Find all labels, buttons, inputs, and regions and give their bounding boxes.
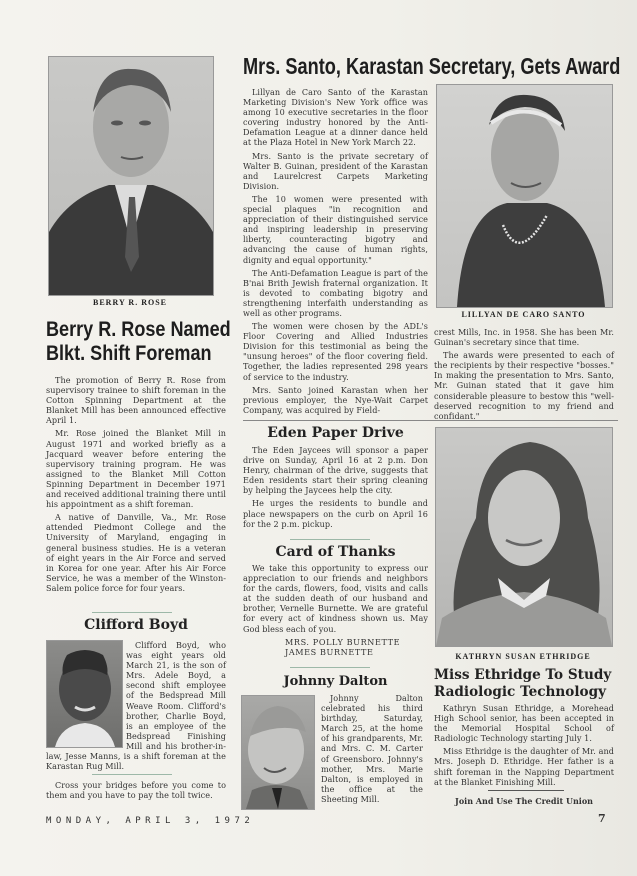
santo-paragraph: crest Mills, Inc. in 1958. She has been Mr. Guinan's secretary since that time. <box>434 327 614 348</box>
berry-rose-photo-caption: BERRY R. ROSE <box>93 298 167 307</box>
berry-rose-photo <box>48 56 214 296</box>
portrait-silhouette-icon <box>49 57 213 295</box>
ethridge-article-body <box>434 703 614 790</box>
ethridge-headline-line-2: Radiologic Technology <box>434 684 607 700</box>
kathryn-ethridge-photo-caption: KATHRYN SUSAN ETHRIDGE <box>455 652 591 661</box>
section-divider <box>92 774 172 775</box>
credit-union-filler: Join And Use The Credit Union <box>455 796 593 806</box>
eden-headline: Eden Paper Drive <box>267 425 404 441</box>
footer-date: MONDAY, APRIL 3, 1972 <box>46 816 255 826</box>
santo-paragraph: Lillyan de Caro Santo of the Karastan Marketing Division's New York office was among 10 executive secretaries in the floor covering industry honored by the Anti-Defamation League at a dinner dance held at the Plaza Hotel in New York March 22. <box>243 87 428 148</box>
ethridge-headline <box>434 667 616 701</box>
ethridge-paragraph: Miss Ethridge is the daughter of Mr. and Mrs. Joseph D. Ethridge. Her father is a shift foreman in the Napping Department at the Blanket Finishing Mill. <box>434 746 614 787</box>
portrait-silhouette-icon <box>437 85 612 307</box>
filler-quote <box>46 780 226 803</box>
eden-paragraph: He urges the residents to bundle and place newspapers on the curb on April 16 for the 2 p.m. pickup. <box>243 498 428 529</box>
ethridge-paragraph: Kathryn Susan Ethridge, a Morehead High School senior, has been accepted in the Memorial Hospital School of Radiologic Technology starting July 1. <box>434 703 614 744</box>
rose-article-body <box>46 375 226 596</box>
section-divider <box>290 667 370 668</box>
santo-paragraph: The awards were presented to each of the recipients by their respective "bosses." In making the presentation to Mrs. Santo, Mr. Guinan stated that it gave him considerable pleasure to bestow this "well-deserved recognition to my friend and confidant." <box>434 350 614 421</box>
kathryn-ethridge-photo <box>435 427 613 647</box>
portrait-silhouette-icon <box>436 428 612 646</box>
santo-headline: Mrs. Santo, Karastan Secretary, Gets Award <box>243 53 621 79</box>
thanks-signature-2: JAMES BURNETTE <box>285 646 374 657</box>
santo-paragraph: Mrs. Santo joined Karastan when her previous employer, the Nye-Wait Carpet Company, was acquired by Field- <box>243 384 428 415</box>
santo-article-continued <box>434 327 614 424</box>
boyd-article-body <box>46 640 226 771</box>
santo-paragraph: The Anti-Defamation League is part of the B'nai Brith Jewish fraternal organization. It is devoted to combating bigotry and strengthening interfaith understanding as well as other programs. <box>243 267 428 318</box>
ethridge-headline-line-1: Miss Ethridge To Study <box>434 667 612 683</box>
santo-paragraph: The 10 women were presented with special plaques "in recognition and appreciation of their distinguished service and inspiring leadership in preserving liberty, counteracting bigotry and advancing the cause of human rights, dignity and equal opportunity." <box>243 193 428 265</box>
rose-headline <box>46 318 231 366</box>
thanks-text: We take this opportunity to express our appreciation to our friends and neighbors for the cards, flowers, food, visits and calls at the sudden death of our husband and brother, Vernelle Burnette. We are grateful for every act of kindness shown us. May God bless each of you. <box>243 563 428 634</box>
page-number: 7 <box>598 812 606 825</box>
dalton-headline: Johnny Dalton <box>283 674 388 689</box>
lillyan-santo-photo <box>436 84 613 308</box>
thanks-signature-1: MRS. POLLY BURNETTE <box>285 636 401 647</box>
thanks-body <box>243 563 428 657</box>
boyd-headline: Clifford Boyd <box>84 617 188 633</box>
santo-article-body <box>243 87 428 418</box>
section-divider <box>488 790 564 791</box>
rose-headline-line-2: Blkt. Shift Foreman <box>46 342 212 365</box>
santo-paragraph: Mrs. Santo is the private secretary of Walter B. Guinan, president of the Karastan and Laurelcrest Carpets Marketing Division. <box>243 150 428 191</box>
thanks-headline: Card of Thanks <box>275 544 396 560</box>
eden-paragraph: The Eden Jaycees will sponsor a paper drive on Sunday, April 16 at 2 p.m. Don Henry, chairman of the drive, suggests that Eden residents start their spring cleaning by helping the Jaycees help the city. <box>243 445 428 496</box>
section-divider <box>290 539 370 540</box>
eden-article-body <box>243 445 428 532</box>
rose-paragraph: Mr. Rose joined the Blanket Mill in August 1971 and worked briefly as a Jacquard weaver before entering the supervisory training program. He was assigned to the Blanket Mill Cotton Spinning Department in December 1971 and received additional training there until his appointment as a shift foreman. <box>46 428 227 510</box>
lillyan-santo-photo-caption: LILLYAN DE CARO SANTO <box>461 310 586 319</box>
rose-paragraph: A native of Danville, Va., Mr. Rose attended Piedmont College and the University of Maryland, engaging in general business studies. He is a veteran of eight years in the Air Force and served in Korea for one year. After his Air Force Service, he was a member of the Winston-Salem police force for four years. <box>46 512 226 593</box>
santo-paragraph: The women were chosen by the ADL's Floor Covering and Allied Industries Division for this testimonial as being the "unsung heroes" of the floor covering field. Together, the ladies represented 298 years of service to the industry. <box>243 321 428 382</box>
filler-quote-text: Cross your bridges before you come to them and you have to pay the toll twice. <box>46 780 226 801</box>
dalton-text: Johnny Dalton celebrated his third birthday, Saturday, March 25, at the home of his grandparents, Mr. and Mrs. C. M. Carter of Greensboro. Johnny's mother, Mrs. Marie Dalton, is employed in the office at the Sheeting Mill. <box>321 693 423 804</box>
rose-paragraph: The promotion of Berry R. Rose from supervisory trainee to shift foreman in the Cotton Spinning Department at the Blanket Mill has been announced effective April 1. <box>46 375 226 426</box>
dalton-article-body <box>243 693 423 805</box>
boyd-text: Clifford Boyd, who was eight years old March 21, is the son of Mrs. Adele Boyd, a second shift employee of the Bedspread Mill Weave Room. Clifford's brother, Charlie Boyd, is an employee of the Bedspread Finishing Mill and his brother-in-law, Jesse Manns, is a shift foreman at the Karastan Rug Mill. <box>46 640 226 772</box>
rose-headline-line-1: Berry R. Rose Named <box>46 318 231 341</box>
section-divider <box>92 612 172 613</box>
